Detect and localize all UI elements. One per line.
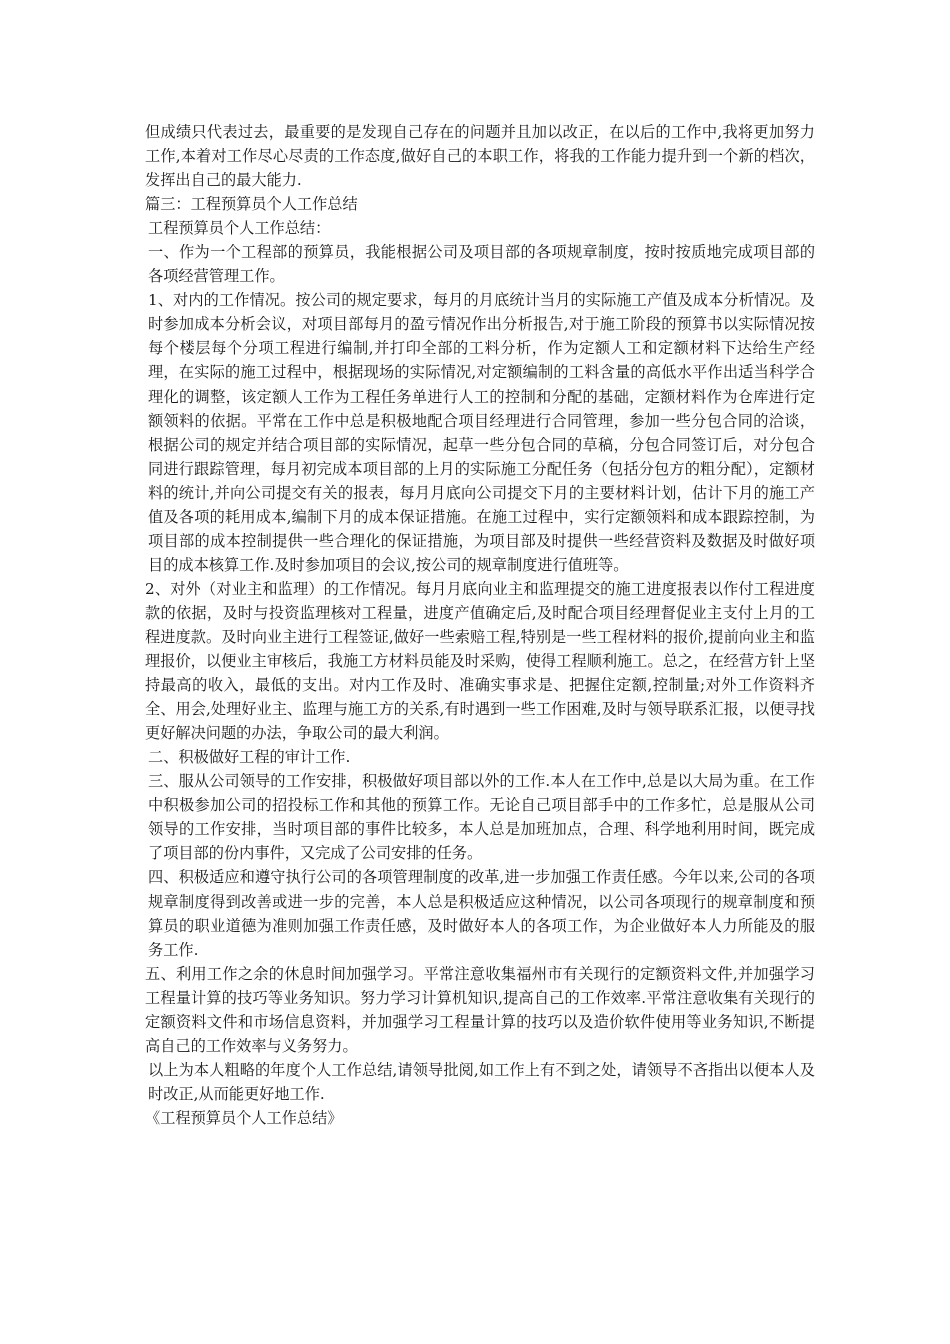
paragraph-point-1: 一、作为一个工程部的预算员，我能根据公司及项目部的各项规章制度，按时按质地完成项目部的各项经营管理工作。 <box>148 243 815 286</box>
paragraph-point-3: 三、服从公司领导的工作安排，积极做好项目部以外的工作.本人在工作中,总是以大局为重。在工作中积极参加公司的招投标工作和其他的预算工作。无论自己项目部手中的工作多忙，总是服从公司领导的工作安排，当时项目部的事件比较多，本人总是加班加点，合理、科学地利用时间，既完成了项目部的份内事件，又完成了公司安排的任务。 <box>148 772 815 863</box>
paragraph-point-2: 二、积极做好工程的审计工作. <box>148 748 351 767</box>
document-footer-title: 《工程预算员个人工作总结》 <box>145 1108 343 1127</box>
paragraph-conclusion: 以上为本人粗略的年度个人工作总结,请领导批阅,如工作上有不到之处，请领导不吝指出以便本人及时改正,从而能更好地工作. <box>148 1060 815 1103</box>
paragraph-external-work: 2、对外（对业主和监理）的工作情况。每月月底向业主和监理提交的施工进度报表以作付工程进度款的依据，及时与投资监理核对工程量，进度产值确定后,及时配合项目经理督促业主支付上月的工程进度款。及时向业主进行工程签证,做好一些索赔工程,特别是一些工程材料的报价,提前向业主和监理报价，以便业主审核后，我施工方材料员能及时采购，使得工程顺利施工。总之，在经营方针上坚持最高的收入，最低的支出。对内工作及时、准确实事求是、把握住定额,控制量;对外工作资料齐全、用会,处理好业主、监理与施工方的关系,有时遇到一些工作困难,及时与领导联系汇报，以便寻找更好解决问题的办法，争取公司的最大利润。 <box>145 579 815 743</box>
paragraph-intro: 但成绩只代表过去，最重要的是发现自己存在的问题并且加以改正，在以后的工作中,我将更加努力工作,本着对工作尽心尽责的工作态度,做好自己的本职工作，将我的工作能力提升到一个新的档次，发挥出自己的最大能力. <box>145 123 815 190</box>
section-heading: 篇三：工程预算员个人工作总结 <box>145 195 358 214</box>
paragraph-point-4: 四、积极适应和遵守执行公司的各项管理制度的改革,进一步加强工作责任感。今年以来,公司的各项规章制度得到改善或进一步的完善，本人总是积极适应这种情况，以公司各项现行的规章制度和预算员的职业道德为准则加强工作责任感，及时做好本人的各项工作，为企业做好本人力所能及的服务工作. <box>148 868 815 959</box>
paragraph-internal-work: 1、对内的工作情况。按公司的规定要求，每月的月底统计当月的实际施工产值及成本分析情况。及时参加成本分析会议，对项目部每月的盈亏情况作出分析报告,对于施工阶段的预算书以实际情况按每个楼层每个分项工程进行编制,并打印全部的工料分析，作为定额人工和定额材料下达给生产经理，在实际的施工过程中，根据现场的实际情况,对定额编制的工料含量的高低水平作出适当科学合理化的调整，该定额人工作为工程任务单进行人工的控制和分配的基础，定额材料作为仓库进行定额领料的依据。平常在工作中总是积极地配合项目经理进行合同管理，参加一些分包合同的洽谈，根据公司的规定并结合项目部的实际情况，起草一些分包合同的草稿，分包合同签订后，对分包合同进行跟踪管理，每月初完成本项目部的上月的实际施工分配任务（包括分包方的粗分配），定额材料的统计,并向公司提交有关的报表，每月月底向公司提交下月的主要材料计划，估计下月的施工产值及各项的耗用成本,编制下月的成本保证措施。在施工过程中，实行定额领料和成本跟踪控制，为项目部的成本控制提供一些合理化的保证措施，为项目部及时提供一些经营资料及数据及时做好项目的成本核算工作.及时参加项目的会议,按公司的规章制度进行值班等。 <box>148 291 815 574</box>
paragraph-point-5: 五、利用工作之余的休息时间加强学习。平常注意收集福州市有关现行的定额资料文件,并加强学习工程量计算的技巧等业务知识。努力学习计算机知识,提高自己的工作效率.平常注意收集有关现行的定额资料文件和市场信息资料，并加强学习工程量计算的技巧以及造价软件使用等业务知识,不断提高自己的工作效率与义务努力。 <box>145 964 815 1055</box>
document-subtitle: 工程预算员个人工作总结： <box>148 219 331 238</box>
document-body <box>145 120 815 1130</box>
